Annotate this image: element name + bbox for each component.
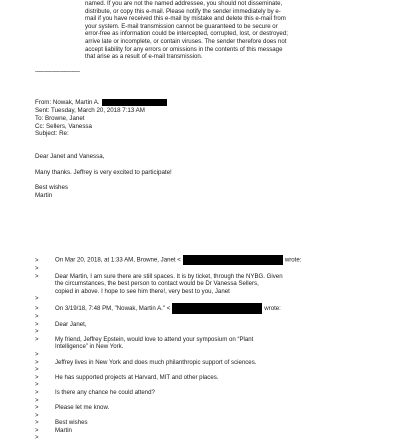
quote-marker: > <box>35 419 39 427</box>
quoted-text: Jeffrey lives in New York and does much philanthropic support of sciences. <box>55 358 257 366</box>
quote-marker: > <box>35 256 39 264</box>
to-line: To: Browne, Janet <box>35 114 85 122</box>
quoted-text: Please let me know. <box>55 404 110 412</box>
disclaimer-line: that arise as a result of e-mail transmission. <box>85 53 203 61</box>
quoted-line <box>35 412 395 420</box>
message-text: Many thanks. Jeffrey is very excited to participate! <box>35 169 172 176</box>
quote-marker: > <box>35 388 39 396</box>
quote-marker: > <box>35 312 39 320</box>
separator-line: ---------------------------- <box>35 69 80 75</box>
quoted-greeting: Dear Janet, <box>55 320 87 328</box>
quoted-line <box>35 434 395 442</box>
subject-line: Subject: Re: <box>35 130 69 138</box>
quote-marker: > <box>35 381 39 389</box>
quoted-name: Martin <box>55 426 72 434</box>
redaction-box <box>183 255 283 265</box>
quote-marker: > <box>35 411 39 419</box>
quote-marker: > <box>35 366 39 374</box>
quote-marker: > <box>35 396 39 404</box>
quote-marker: > <box>35 335 39 343</box>
quote-marker: > <box>35 358 39 366</box>
wrote-2: wrote: <box>264 305 281 313</box>
on-line-1: On Mar 20, 2018, at 1:33 AM, Browne, Janet < <box>55 256 181 264</box>
disclaimer-line: your system. E-mail transmission cannot be guaranteed to be secure or <box>85 22 278 30</box>
quoted-line <box>35 419 395 427</box>
quoted-line <box>35 427 395 435</box>
quoted-line <box>35 295 395 303</box>
quoted-line <box>35 303 395 313</box>
quote-marker: > <box>35 295 39 303</box>
quoted-line <box>35 321 395 329</box>
quoted-line <box>35 397 395 405</box>
quoted-line <box>35 280 395 288</box>
quoted-text: He has supported projects at Harvard, MIT and other places. <box>55 373 219 381</box>
quote-marker: > <box>35 320 39 328</box>
quoted-line <box>35 374 395 382</box>
on-line-2: On 3/19/18, 7:48 PM, "Nowak, Martin A." < <box>55 305 171 313</box>
quote-marker: > <box>35 350 39 358</box>
quote-marker: > <box>35 426 39 434</box>
quoted-line <box>35 404 395 412</box>
quoted-thread <box>35 255 395 442</box>
quote-marker: > <box>35 404 39 412</box>
reply-text: the circumstances, the best person to contact would be Dr Vanessa Sellers, <box>55 280 259 288</box>
from-line <box>35 99 167 107</box>
reply-text: copied in above. I hope to see him there!, very best to you, Janet <box>55 287 230 295</box>
quoted-closing: Best wishes <box>55 419 88 427</box>
disclaimer-line: mail if you have received this e-mail by mistake and delete this e-mail from <box>85 15 286 23</box>
quote-marker: > <box>35 373 39 381</box>
quote-marker: > <box>35 305 39 313</box>
quoted-line <box>35 351 395 359</box>
cc-line: Cc: Sellers, Vanessa <box>35 122 92 130</box>
reply-text: Dear Martin, I am sure there are still spaces. It is by ticket, through the NYBG. Given <box>55 272 283 280</box>
disclaimer-line: distribute, or copy this e-mail. Please notify the sender immediately by e- <box>85 7 281 15</box>
quoted-line <box>35 366 395 374</box>
quoted-line <box>35 288 395 296</box>
quoted-text: Intelligence” in New York. <box>55 343 124 351</box>
redaction-box <box>102 99 167 106</box>
quoted-line <box>35 359 395 367</box>
quoted-text: Is there any chance he could attend? <box>55 388 155 396</box>
disclaimer-line: arrive late or incomplete, or contain viruses. The sender therefore does not <box>85 37 287 45</box>
quoted-line <box>35 273 395 281</box>
closing-best-wishes: Best wishes <box>35 184 69 191</box>
quoted-line <box>35 255 395 265</box>
quote-marker: > <box>35 265 39 272</box>
disclaimer-line: named. If you are not the named addressee, you should not disseminate, <box>85 0 283 7</box>
wrote-1: wrote: <box>284 256 302 264</box>
quote-marker: > <box>35 434 39 442</box>
quoted-line <box>35 328 395 336</box>
quoted-line <box>35 381 395 389</box>
quote-marker: > <box>35 272 39 280</box>
quoted-line <box>35 265 395 273</box>
quoted-line <box>35 343 395 351</box>
email-header <box>35 99 167 138</box>
disclaimer-line: error-free as information could be intercepted, corrupted, lost, or destroyed; <box>85 30 288 38</box>
sent-line: Sent: Tuesday, March 20, 2018 7:13 AM <box>35 106 145 114</box>
greeting: Dear Janet and Vanessa, <box>35 153 105 160</box>
quote-marker: > <box>35 328 39 336</box>
quoted-text: My friend, Jeffrey Epstein, would love to attend your symposium on “Plant <box>55 335 254 343</box>
closing-name: Martin <box>35 192 53 199</box>
quoted-line <box>35 389 395 397</box>
disclaimer-line: accept liability for any errors or omissions in the contents of this message <box>85 45 283 53</box>
quoted-line <box>35 336 395 344</box>
quoted-line <box>35 313 395 321</box>
from-text: From: Nowak, Martin A. <box>35 99 100 107</box>
disclaimer-text <box>85 0 385 61</box>
